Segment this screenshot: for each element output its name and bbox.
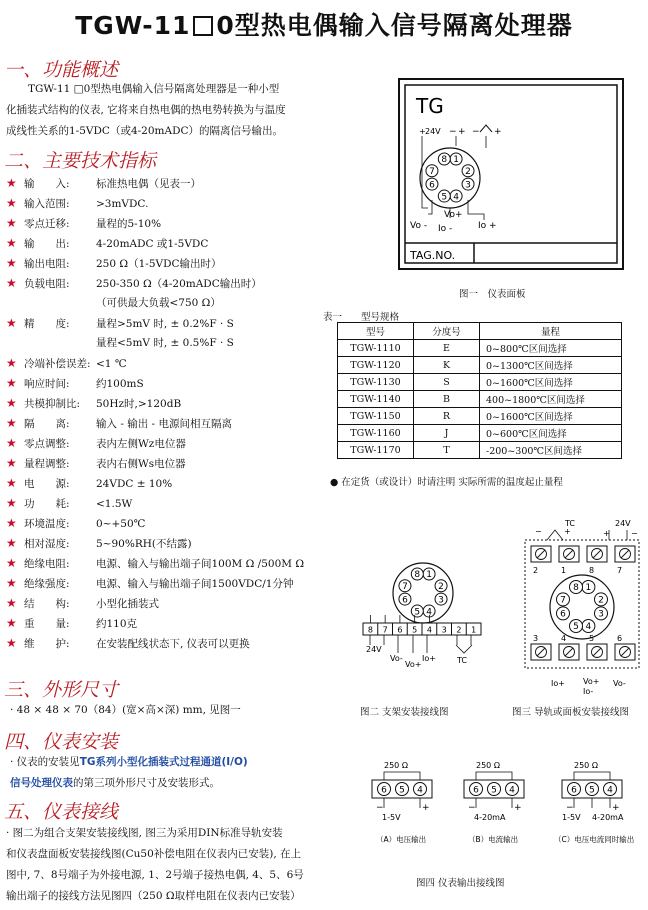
- fig2-terminal-label: 1: [471, 625, 477, 635]
- panel-vo-plus: Vo+: [444, 210, 463, 220]
- spec-value: 4-20mADC 或1-5VDC: [96, 238, 209, 250]
- fig2-pin-label: 8: [414, 570, 421, 581]
- fig4-minus: −: [376, 803, 384, 813]
- table-cell: T: [414, 442, 480, 459]
- fig3-io-minus: Io-: [583, 687, 594, 696]
- fig3-minus-24v: −: [631, 529, 638, 538]
- table-cell: E: [414, 340, 480, 357]
- spec-row: [6, 493, 351, 513]
- panel-pin-label: 3: [465, 180, 471, 191]
- figure3-rail-wiring: [521, 516, 643, 696]
- spec-value: 约100mS: [96, 378, 144, 390]
- wiring-line: 和仪表盘面板安装接线图(Cu50补偿电阻在仪表内已安装), 在上: [6, 848, 302, 860]
- star-icon: ★: [6, 436, 17, 450]
- overview-line: 成线性关系的1-5VDC（或4-20mADC）的隔离信号输出。: [6, 125, 284, 137]
- page-title: [0, 6, 648, 42]
- star-icon: ★: [6, 536, 17, 550]
- star-icon: ★: [6, 356, 17, 370]
- spec-row: [6, 413, 351, 433]
- spec-value: 表内右侧Ws电位器: [96, 458, 186, 470]
- table-cell: TGW-1110: [338, 340, 414, 357]
- spec-label: 隔 离:: [24, 418, 70, 430]
- spec-value: 电源、输入与输出端子间100M Ω /500M Ω: [96, 558, 305, 570]
- spec-row: [6, 313, 351, 333]
- star-icon: ★: [6, 256, 17, 270]
- fig4-minus: −: [566, 803, 574, 813]
- table-header-cell: 型号: [338, 323, 414, 340]
- fig3-io-plus: Io+: [551, 679, 565, 688]
- star-icon: ★: [6, 276, 17, 290]
- table-cell: 0~600℃区间选择: [480, 425, 622, 442]
- fig4-plus: +: [422, 803, 430, 813]
- fig4-terminal-label: 6: [571, 785, 577, 796]
- spec-row: [6, 593, 351, 613]
- table-cell: S: [414, 374, 480, 391]
- fig4-terminal-label: 5: [589, 785, 595, 796]
- spec-value: 输入 - 输出 - 电源间相互隔离: [96, 418, 232, 430]
- table-row: [338, 374, 622, 391]
- fig2-pin-label: 4: [426, 607, 432, 618]
- table-cell: TGW-1120: [338, 357, 414, 374]
- install-series-name-2: 信号处理仪表: [10, 777, 73, 789]
- table-row: [338, 442, 622, 459]
- table-cell: R: [414, 408, 480, 425]
- spec-value: 标准热电偶（见表一）: [96, 178, 201, 190]
- spec-label: 输出电阻:: [24, 258, 70, 270]
- fig3-terminal-label: 6: [617, 634, 623, 643]
- table-caption-number: 表一: [323, 312, 343, 323]
- spec-label: 功 耗:: [24, 498, 70, 510]
- table-caption: [323, 309, 399, 323]
- fig3-terminal-label: 2: [533, 566, 539, 575]
- spec-row: [6, 473, 351, 493]
- table-cell: 0~1600℃区间选择: [480, 408, 622, 425]
- fig4-terminal-label: 5: [399, 785, 405, 796]
- fig2-tc: TC: [457, 656, 468, 665]
- title-box-symbol: [193, 16, 213, 36]
- spec-label: 精 度:: [24, 318, 70, 330]
- table-header-row: [338, 323, 622, 340]
- spec-row: [6, 433, 351, 453]
- spec-row: [6, 573, 351, 593]
- figure1-caption: 图一 仪表面板: [459, 289, 526, 300]
- fig2-terminal-label: 2: [456, 625, 462, 635]
- overview-text: [6, 79, 351, 142]
- spec-label: 相对湿度:: [24, 538, 70, 550]
- section-heading-wiring: 五、仪表接线: [4, 801, 119, 823]
- figure2-caption: 图二 支架安装接线图: [360, 707, 449, 718]
- fig4-sub-caption: （C）电压电流同时输出: [554, 835, 635, 844]
- fig3-pin-label: 1: [585, 583, 592, 594]
- star-icon: ★: [6, 196, 17, 210]
- fig4-sub-caption: （B）电流输出: [468, 835, 519, 844]
- instrument-panel-diagram: [398, 78, 624, 270]
- table-row: [338, 357, 622, 374]
- fig4-sub-caption: （A）电压输出: [376, 835, 427, 844]
- fig4-out-label: 1-5V: [382, 813, 401, 822]
- overview-line: TGW-11 □0型热电偶输入信号隔离处理器是一种小型: [28, 83, 280, 95]
- fig4-terminal-label: 4: [509, 785, 515, 796]
- fig4-minus: −: [468, 803, 476, 813]
- fig4-b-diagram: [464, 761, 524, 844]
- spec-row: [6, 293, 351, 313]
- install-pre: · 仪表的安装见: [10, 756, 80, 768]
- fig2-pin-label: 1: [426, 570, 432, 581]
- spec-value: 0~+50℃: [96, 518, 146, 530]
- fig4-terminal-label: 4: [607, 785, 613, 796]
- spec-value: 5~90%RH(不结露): [96, 538, 192, 550]
- star-icon: ★: [6, 396, 17, 410]
- spec-label: 输 出:: [24, 238, 70, 250]
- fig3-pin-label: 4: [585, 622, 592, 633]
- fig3-24v: 24V: [615, 519, 631, 528]
- spec-row: [6, 373, 351, 393]
- table-cell: 0~1600℃区间选择: [480, 374, 622, 391]
- spec-row: [6, 553, 351, 573]
- spec-value: 表内左侧Wz电位器: [96, 438, 186, 450]
- fig2-terminal-label: 8: [367, 625, 373, 635]
- table-cell: TGW-1170: [338, 442, 414, 459]
- spec-label: 零点调整:: [24, 438, 70, 450]
- table-row: [338, 408, 622, 425]
- panel-pin-group: [426, 153, 474, 202]
- fig3-pin-label: 7: [560, 595, 566, 606]
- spec-label: 电 源:: [24, 478, 70, 490]
- table-header-cell: 分度号: [414, 323, 480, 340]
- table-header-cell: 量程: [480, 323, 622, 340]
- fig4-terminal-label: 6: [381, 785, 387, 796]
- wiring-line: 输出端子的接线方法见图四（250 Ω取样电阻在仪表内已安装）: [6, 890, 301, 902]
- spec-value: >3mVDC.: [96, 198, 149, 210]
- panel-pin-label: 7: [429, 167, 435, 178]
- star-icon: ★: [6, 496, 17, 510]
- panel-minus-label-2: −: [472, 127, 480, 137]
- panel-24v-label: 24V: [425, 127, 441, 136]
- spec-row: [6, 453, 351, 473]
- fig4-plus: +: [612, 803, 620, 813]
- title-suffix: 0型热电偶输入信号隔离处理器: [216, 11, 573, 40]
- spec-row: [6, 393, 351, 413]
- table-cell: TGW-1150: [338, 408, 414, 425]
- fig4-resistor-label: 250 Ω: [384, 761, 408, 770]
- title-prefix: TGW-11: [75, 11, 191, 40]
- spec-label: 绝缘强度:: [24, 578, 70, 590]
- spec-value: 在安装配线状态下, 仪表可以更换: [96, 638, 250, 650]
- fig3-terminal-label: 4: [561, 634, 567, 643]
- spec-value: 量程>5mV 时, ± 0.2%F · S: [96, 318, 234, 330]
- spec-row: [6, 353, 351, 373]
- spec-label: 绝缘电阻:: [24, 558, 70, 570]
- fig3-terminal-label: 1: [561, 566, 567, 575]
- fig2-pin-label: 2: [438, 582, 444, 593]
- fig4-a-diagram: [372, 761, 432, 844]
- table-caption-title: 型号规格: [361, 312, 400, 323]
- panel-pin-label: 6: [429, 180, 435, 191]
- spec-row: [6, 173, 351, 193]
- install-text: [10, 752, 350, 794]
- fig2-pin-label: 5: [414, 607, 421, 618]
- spec-label: 输入范围:: [24, 198, 70, 210]
- panel-io-plus: Io +: [478, 221, 497, 231]
- table-cell: 0~1300℃区间选择: [480, 357, 622, 374]
- spec-label: 环境温度:: [24, 518, 70, 530]
- fig2-pin-label: 7: [402, 582, 408, 593]
- fig4-out-label: 1-5V: [562, 813, 581, 822]
- star-icon: ★: [6, 556, 17, 570]
- install-series-name: TG系列小型化插装式过程通道(I/O): [79, 756, 248, 768]
- star-icon: ★: [6, 476, 17, 490]
- table-cell: TGW-1130: [338, 374, 414, 391]
- fig4-terminal-label: 5: [491, 785, 497, 796]
- fig4-terminal-label: 6: [473, 785, 479, 796]
- fig3-pin-label: 8: [573, 583, 579, 594]
- fig2-pin-label: 3: [438, 595, 444, 606]
- spec-row: [6, 633, 351, 653]
- fig2-24v: 24V: [366, 645, 382, 654]
- star-icon: ★: [6, 616, 17, 630]
- spec-value: <1.5W: [96, 498, 133, 510]
- fig3-tc: TC: [565, 519, 576, 528]
- table-note: ● 在定货（或设计）时请注明 实际所需的温度起止量程: [330, 477, 563, 488]
- star-icon: ★: [6, 216, 17, 230]
- panel-plus-label-2: +: [494, 127, 502, 137]
- spec-row: [6, 613, 351, 633]
- fig4-out-label: 4-20mA: [474, 813, 506, 822]
- panel-pin-label: 8: [441, 155, 448, 166]
- fig3-terminal-label: 5: [589, 634, 595, 643]
- fig3-pin-label: 2: [598, 595, 604, 606]
- fig3-pin-label: 3: [598, 609, 604, 620]
- dimensions-text: · 48 × 48 × 70（84）(宽×高×深) mm, 见图一: [10, 704, 241, 716]
- fig2-terminal-label: 5: [412, 625, 418, 635]
- panel-brand: TG: [416, 94, 444, 118]
- fig4-terminal-label: 4: [417, 785, 423, 796]
- spec-label: 输 入:: [24, 178, 70, 190]
- table-row: [338, 425, 622, 442]
- star-icon: ★: [6, 596, 17, 610]
- spec-label: 维 护:: [24, 638, 70, 650]
- section-heading-specs: 二、主要技术指标: [4, 150, 157, 172]
- fig2-io-plus: Io+: [422, 654, 436, 663]
- table-cell: TGW-1160: [338, 425, 414, 442]
- spec-list: [6, 173, 351, 653]
- spec-value: （可供最大负载<750 Ω）: [96, 297, 221, 309]
- spec-label: 冷端补偿误差:: [24, 358, 91, 370]
- spec-value: 50Hz时,>120dB: [96, 398, 182, 410]
- table-row: [338, 340, 622, 357]
- fig4-out-label: 4-20mA: [592, 813, 624, 822]
- fig2-terminal-label: 6: [397, 625, 403, 635]
- spec-row: [6, 533, 351, 553]
- spec-value: 电源、输入与输出端子间1500VDC/1分钟: [96, 578, 294, 590]
- panel-tag-label: TAG.NO.: [410, 249, 456, 262]
- fig3-minus: −: [535, 527, 542, 536]
- panel-io-minus: Io -: [438, 224, 453, 234]
- panel-pin-label: 4: [453, 192, 459, 203]
- spec-value: 24VDC ± 10%: [96, 478, 173, 490]
- fig3-pin-label: 5: [573, 622, 579, 633]
- spec-label: 零点迁移:: [24, 218, 70, 230]
- star-icon: ★: [6, 316, 17, 330]
- star-icon: ★: [6, 236, 17, 250]
- table-cell: B: [414, 391, 480, 408]
- section-heading-install: 四、仪表安装: [4, 731, 119, 753]
- fig4-resistor-label: 250 Ω: [574, 761, 598, 770]
- fig3-pin-label: 6: [560, 609, 566, 620]
- spec-label: 重 量:: [24, 618, 70, 630]
- section-heading-overview: 一、功能概述: [4, 59, 119, 81]
- table-cell: K: [414, 357, 480, 374]
- wiring-line: · 图二为组合支架安装接线图, 图三为采用DIN标准导轨安装: [6, 827, 283, 839]
- spec-label: 响应时间:: [24, 378, 70, 390]
- spec-row: [6, 333, 351, 353]
- figure4-output-wiring: [368, 758, 643, 850]
- panel-plus-24v: +: [419, 127, 426, 136]
- spec-row: [6, 193, 351, 213]
- fig3-plus-24v: +: [603, 529, 610, 538]
- spec-value: 量程的5-10%: [96, 218, 162, 230]
- panel-pin-label: 1: [453, 155, 459, 166]
- fig4-plus: +: [514, 803, 522, 813]
- fig2-terminal-label: 3: [441, 625, 447, 635]
- spec-row: [6, 513, 351, 533]
- star-icon: ★: [6, 416, 17, 430]
- fig4-resistor-label: 250 Ω: [476, 761, 500, 770]
- spec-value: 小型化插装式: [96, 598, 159, 610]
- figure3-caption: 图三 导轨或面板安装接线图: [512, 707, 630, 718]
- fig3-vo-minus: Vo-: [613, 679, 626, 688]
- fig3-terminal-label: 8: [589, 566, 595, 575]
- fig3-plus: +: [564, 527, 571, 536]
- spec-value: 250 Ω（1-5VDC输出时）: [96, 258, 222, 270]
- install-post: 的第三项外形尺寸及安装形式。: [73, 777, 220, 789]
- star-icon: ★: [6, 516, 17, 530]
- spec-row: [6, 213, 351, 233]
- table-cell: TGW-1140: [338, 391, 414, 408]
- panel-plus-label: +: [458, 127, 466, 137]
- overview-line: 化插装式结构的仪表, 它将来自热电偶的热电势转换为与温度: [6, 104, 286, 116]
- table-cell: 0~800℃区间选择: [480, 340, 622, 357]
- spec-value: 250-350 Ω（4-20mADC输出时）: [96, 278, 262, 290]
- fig2-terminal-label: 7: [382, 625, 388, 635]
- fig3-terminal-label: 7: [617, 566, 623, 575]
- table-cell: -200~300℃区间选择: [480, 442, 622, 459]
- star-icon: ★: [6, 176, 17, 190]
- fig2-vo-minus: Vo-: [390, 654, 403, 663]
- spec-value: <1 ℃: [96, 358, 127, 370]
- fig4-c-diagram: [554, 761, 634, 844]
- fig3-vo-plus: Vo+: [583, 677, 600, 686]
- table-cell: J: [414, 425, 480, 442]
- panel-pin-label: 2: [465, 167, 471, 178]
- spec-row: [6, 253, 351, 273]
- fig2-vo-plus: Vo+: [405, 660, 422, 669]
- spec-value: 量程<5mV 时, ± 0.5%F · S: [96, 337, 234, 349]
- figure4-caption: 图四 仪表输出接线图: [416, 878, 505, 889]
- spec-row: [6, 273, 351, 293]
- fig3-terminal-label: 3: [533, 634, 539, 643]
- spec-label: 结 构:: [24, 598, 70, 610]
- model-spec-table: [337, 322, 622, 459]
- spec-label: 负载电阻:: [24, 278, 70, 290]
- spec-label: 量程调整:: [24, 458, 70, 470]
- star-icon: ★: [6, 636, 17, 650]
- spec-value: 约110克: [96, 618, 138, 630]
- wiring-text: [6, 823, 356, 907]
- figure2-bracket-wiring: [360, 553, 486, 675]
- wiring-line: 图中, 7、8号端子为外接电源, 1、2号端子接热电偶, 4、5、6号: [6, 869, 304, 881]
- spec-row: [6, 233, 351, 253]
- spec-label: 共模抑制比:: [24, 398, 81, 410]
- star-icon: ★: [6, 456, 17, 470]
- fig2-pin-label: 6: [402, 595, 408, 606]
- fig2-terminal-label: 4: [426, 625, 432, 635]
- table-cell: 400~1800℃区间选择: [480, 391, 622, 408]
- table-row: [338, 391, 622, 408]
- panel-vo-minus: Vo -: [410, 221, 428, 231]
- panel-minus-label: −: [449, 127, 457, 137]
- star-icon: ★: [6, 576, 17, 590]
- panel-pin-label: 5: [441, 192, 448, 203]
- section-heading-dimensions: 三、外形尺寸: [4, 679, 119, 701]
- star-icon: ★: [6, 376, 17, 390]
